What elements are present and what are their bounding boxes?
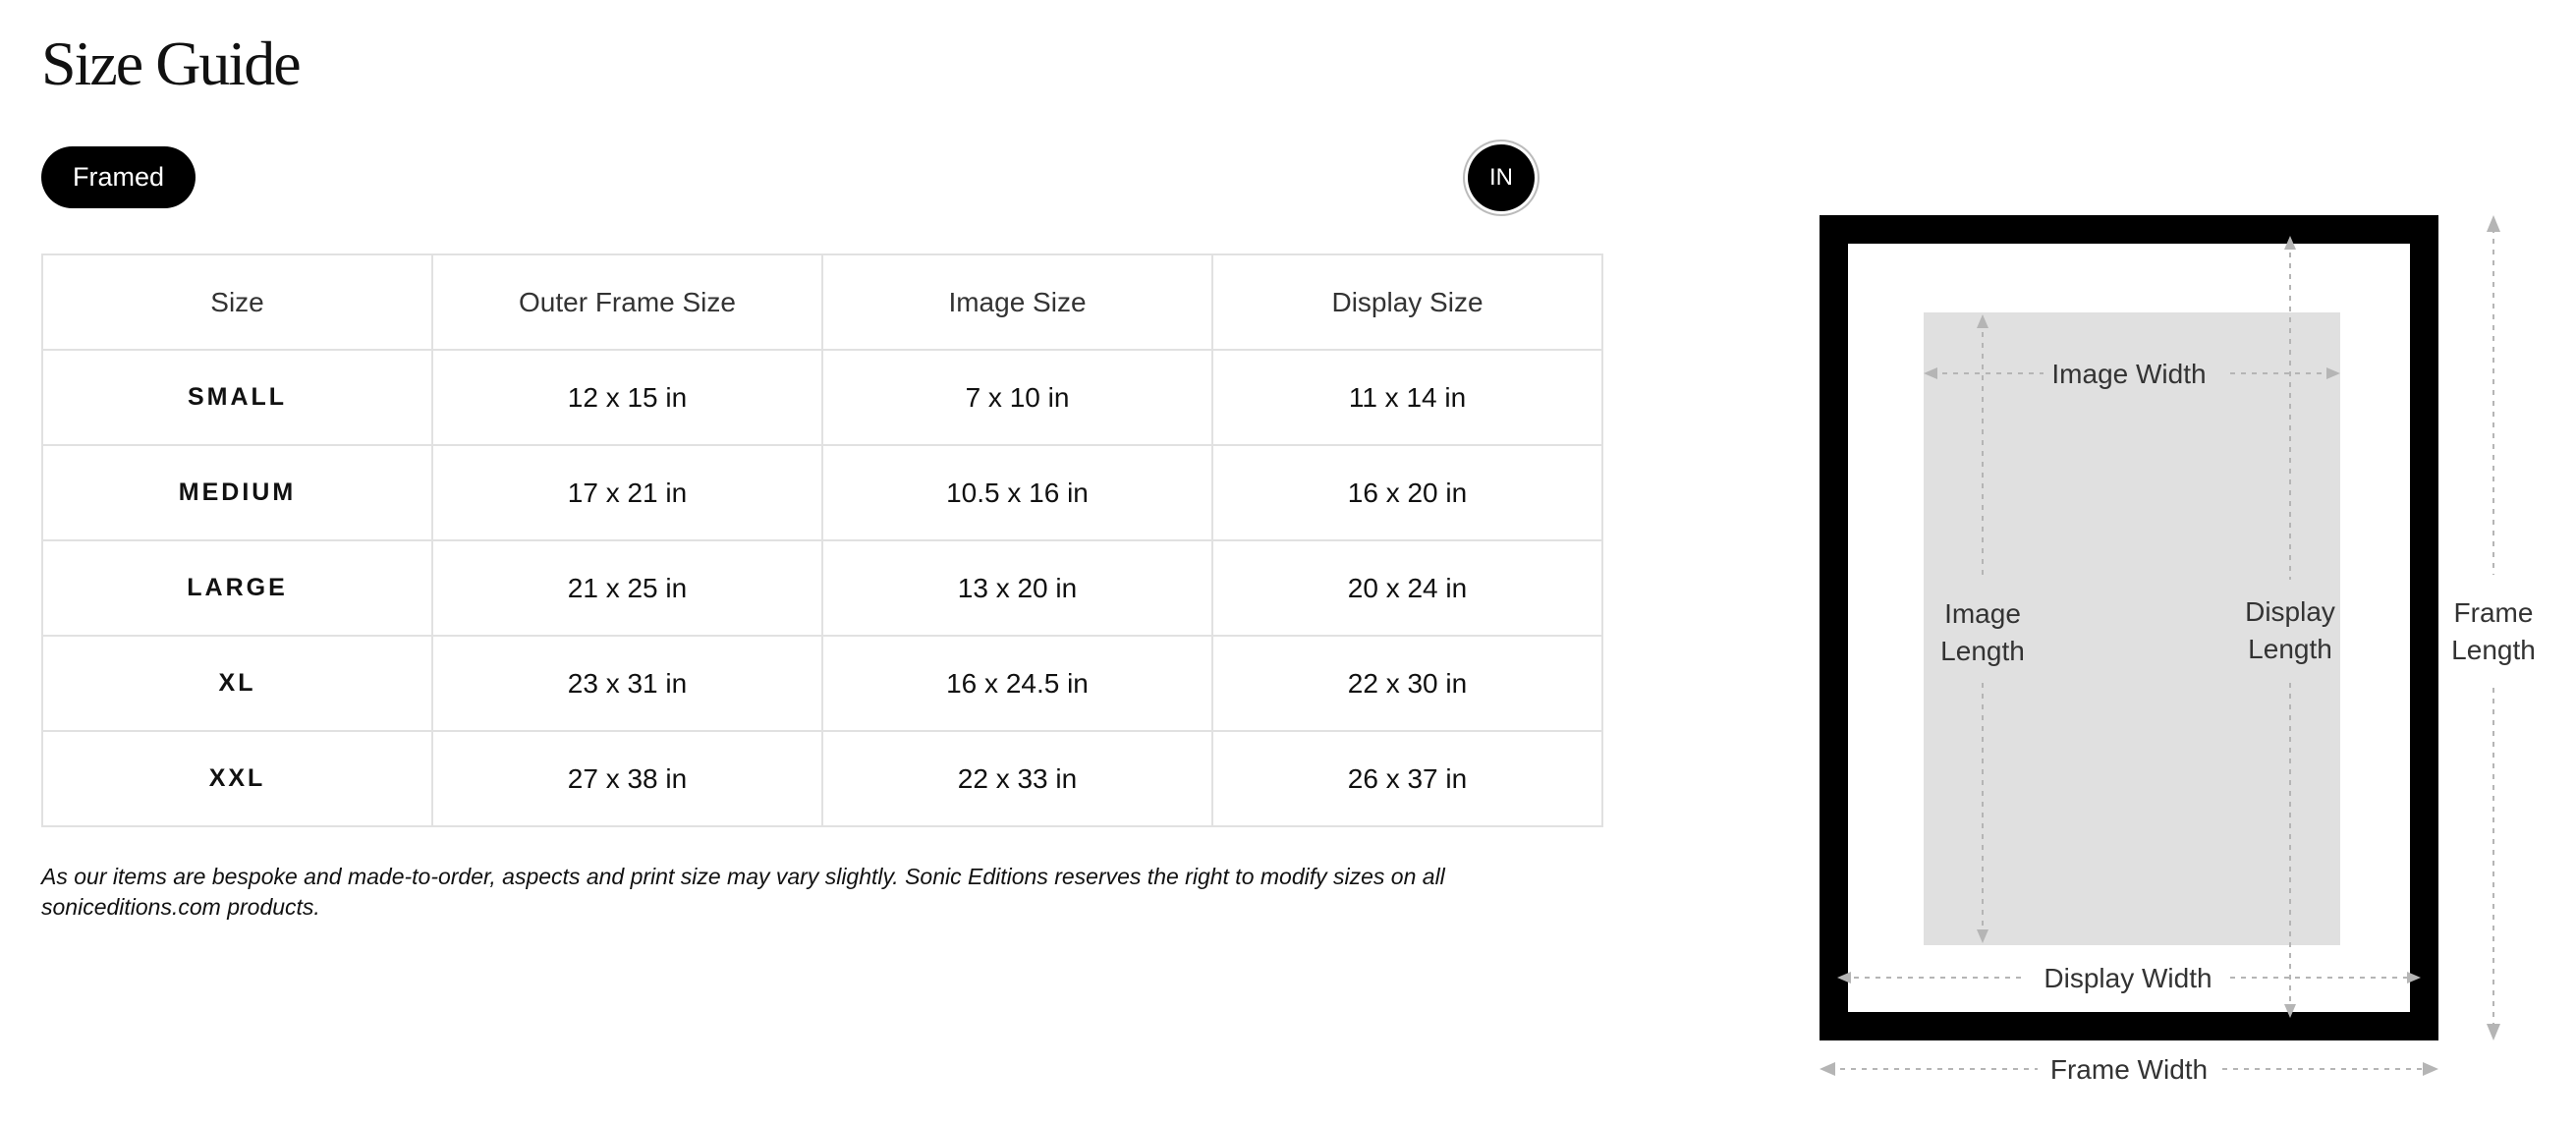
image-size-cell: 22 x 33 in <box>822 731 1212 826</box>
page-title: Size Guide <box>41 28 300 98</box>
size-name-cell: XXL <box>42 731 432 826</box>
image-size-cell: 13 x 20 in <box>822 540 1212 636</box>
image-size-cell: 7 x 10 in <box>822 350 1212 445</box>
frame-dimensions-diagram <box>1808 206 2574 1110</box>
outer-frame-size-cell: 27 x 38 in <box>432 731 822 826</box>
size-table <box>41 253 1603 827</box>
column-header-display-size: Display Size <box>1212 254 1602 350</box>
outer-frame-size-cell: 12 x 15 in <box>432 350 822 445</box>
image-area <box>1924 312 2340 945</box>
size-name-cell: LARGE <box>42 540 432 636</box>
size-name-cell: XL <box>42 636 432 731</box>
display-size-cell: 16 x 20 in <box>1212 445 1602 540</box>
display-length-label-line1: Display <box>2245 596 2335 627</box>
display-width-label: Display Width <box>2044 963 2212 993</box>
column-header-outer-frame-size: Outer Frame Size <box>432 254 822 350</box>
display-size-cell: 20 x 24 in <box>1212 540 1602 636</box>
column-header-image-size: Image Size <box>822 254 1212 350</box>
image-width-label: Image Width <box>2051 359 2207 389</box>
image-size-cell: 10.5 x 16 in <box>822 445 1212 540</box>
size-disclaimer: As our items are bespoke and made-to-order, aspects and print size may vary slightly. Sonic Editions reserves the right to modify sizes on all soniceditions.com products. <box>41 864 1445 920</box>
display-size-cell: 26 x 37 in <box>1212 731 1602 826</box>
table-row <box>42 350 1602 445</box>
table-row <box>42 731 1602 826</box>
table-row <box>42 445 1602 540</box>
image-size-cell: 16 x 24.5 in <box>822 636 1212 731</box>
table-row <box>42 540 1602 636</box>
outer-frame-size-cell: 17 x 21 in <box>432 445 822 540</box>
display-size-cell: 11 x 14 in <box>1212 350 1602 445</box>
unit-toggle-button[interactable]: IN <box>1468 144 1535 211</box>
frame-width-label: Frame Width <box>2049 1054 2209 1085</box>
frame-length-label-line2: Length <box>2451 635 2536 665</box>
table-row <box>42 636 1602 731</box>
column-header-size: Size <box>42 254 432 350</box>
outer-frame-size-cell: 21 x 25 in <box>432 540 822 636</box>
size-name-cell: SMALL <box>42 350 432 445</box>
frame-length-label-line1: Frame <box>2453 597 2534 628</box>
framed-format-button[interactable]: Framed <box>41 146 196 208</box>
display-size-cell: 22 x 30 in <box>1212 636 1602 731</box>
table-header-row <box>42 254 1602 350</box>
image-length-label-line1: Image <box>1944 598 2021 629</box>
outer-frame-size-cell: 23 x 31 in <box>432 636 822 731</box>
display-length-label-line2: Length <box>2248 634 2332 664</box>
image-length-label-line2: Length <box>1940 636 2025 666</box>
size-name-cell: MEDIUM <box>42 445 432 540</box>
